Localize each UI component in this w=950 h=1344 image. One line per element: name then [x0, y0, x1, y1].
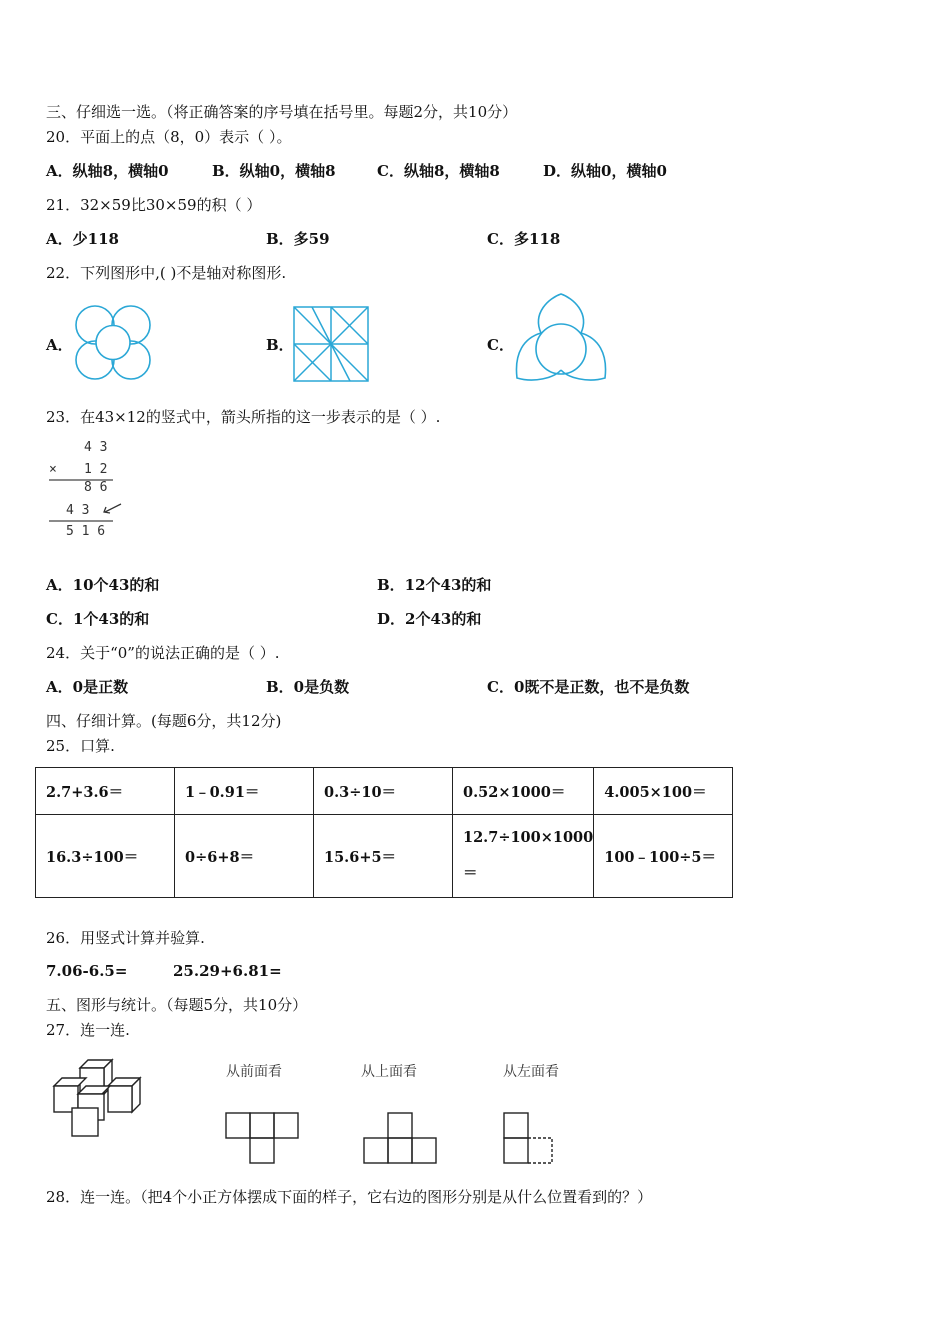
q24-option-c: C．0既不是正数，也不是负数	[487, 678, 690, 696]
q23-option-a: A．10个43的和	[46, 576, 160, 594]
q24-stem: 24．关于“0”的说法正确的是（ ）.	[46, 644, 280, 662]
vertical-row4: 4 3	[66, 503, 90, 518]
vertical-row1: 4 3	[84, 440, 108, 455]
calc-cell-line2: ＝	[463, 865, 478, 882]
q23-stem: 23．在43×12的竖式中，箭头所指的这一步表示的是（ ）.	[46, 408, 441, 426]
section4-title: 四、仔细计算。(每题6分，共12分)	[46, 712, 282, 730]
view-label-left: 从左面看	[503, 1064, 559, 1080]
q23-option-c: C．1个43的和	[46, 610, 150, 628]
vertical-row3: 8 6	[84, 480, 108, 495]
q20-option-b: B．纵轴0，横轴8	[212, 162, 336, 180]
q26-stem: 26．用竖式计算并验算.	[46, 929, 205, 947]
calc-cell: 2.7+3.6＝	[36, 768, 175, 815]
q20-option-d: D．纵轴0，横轴0	[543, 162, 667, 180]
calc-cell: 0.52×1000＝	[453, 768, 594, 815]
q20-option-a: A．纵轴8，横轴0	[46, 162, 169, 180]
q24-option-a: A．0是正数	[46, 678, 129, 696]
q23-option-d: D．2个43的和	[377, 610, 482, 628]
calc-cell: 16.3÷100＝	[36, 815, 175, 898]
q23-option-b: B．12个43的和	[377, 576, 492, 594]
section3-title: 三、仔细选一选。（将正确答案的序号填在括号里。每题2分，共10分）	[46, 103, 518, 121]
calc-cell: 15.6+5＝	[314, 815, 453, 898]
trefoil-figure	[514, 293, 608, 383]
top-view-shape	[363, 1112, 439, 1164]
vertical-row5: 5 1 6	[66, 524, 106, 539]
q26-item-1: 7.06-6.5=	[46, 962, 128, 980]
q24-option-b: B．0是负数	[266, 678, 350, 696]
calc-cell: 0÷6+8＝	[175, 815, 314, 898]
vertical-line-2	[49, 520, 113, 522]
calc-cell: 1﹣0.91＝	[175, 768, 314, 815]
vertical-row2: 1 2	[84, 462, 108, 477]
q21-option-a: A．少118	[46, 230, 119, 248]
q22-option-c: C．	[487, 336, 514, 354]
flower-figure	[72, 304, 154, 384]
q21-stem: 21．32×59比30×59的积（ ）	[46, 196, 262, 214]
q22-option-a: A．	[46, 336, 73, 354]
q21-option-c: C．多118	[487, 230, 561, 248]
q20-option-c: C．纵轴8，横轴8	[377, 162, 500, 180]
calc-cell: 100﹣100÷5＝	[594, 815, 733, 898]
view-label-front: 从前面看	[226, 1064, 282, 1080]
q22-option-b: B．	[266, 336, 294, 354]
cube-stack-figure	[50, 1058, 150, 1140]
pinwheel-figure	[293, 306, 369, 382]
q25-stem: 25．口算.	[46, 737, 115, 755]
q21-option-b: B．多59	[266, 230, 330, 248]
q26-item-2: 25.29+6.81=	[173, 962, 282, 980]
vertical-times-sign: ×	[49, 462, 57, 477]
front-view-shape	[225, 1112, 300, 1164]
arrow-icon	[102, 502, 122, 516]
q28-stem: 28．连一连。（把4个小正方体摆成下面的样子，它右边的图形分别是从什么位置看到的？）	[46, 1188, 653, 1206]
calc-cell: 0.3÷10＝	[314, 768, 453, 815]
q27-stem: 27．连一连.	[46, 1021, 130, 1039]
left-view-shape	[503, 1112, 555, 1164]
calc-cell-line1: 12.7÷100×1000	[463, 829, 594, 846]
view-label-top: 从上面看	[361, 1064, 417, 1080]
calc-cell: 4.005×100＝	[594, 768, 733, 815]
calc-cell-multiline	[453, 815, 594, 898]
mental-math-table	[35, 767, 733, 898]
section5-title: 五、图形与统计。（每题5分，共10分）	[46, 996, 308, 1014]
q20-stem: 20．平面上的点（8，0）表示（ ）。	[46, 128, 292, 146]
q22-stem: 22．下列图形中,( )不是轴对称图形.	[46, 264, 287, 282]
